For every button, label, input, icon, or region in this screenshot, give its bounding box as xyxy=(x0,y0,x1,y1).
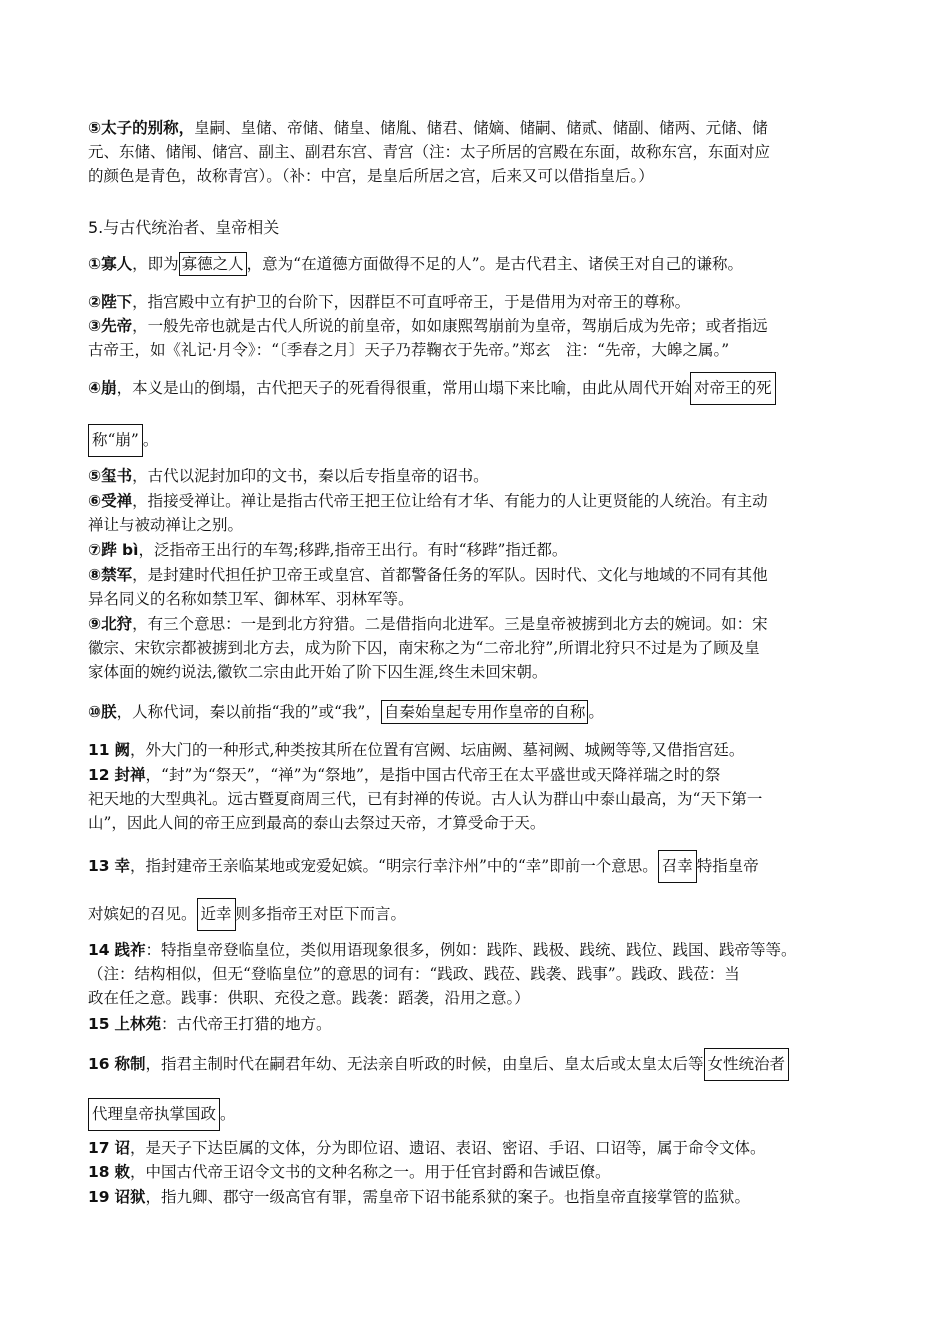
term: ⑤玺书 xyxy=(88,467,133,485)
text: ，指接受禅让。禅让是指古代帝王把王位让给有才华、有能力的人让更贤能的人统治。有主动 xyxy=(132,492,768,510)
entry-fengshan-line3 xyxy=(88,811,868,835)
term: 诏 xyxy=(114,1139,131,1157)
text: ，意为“在道德方面做得不足的人”。是古代君主、诸侯王对自己的谦称。 xyxy=(246,255,744,273)
text: 异名同义的名称如禁卫军、御林军、羽林军等。 xyxy=(88,590,414,608)
text: ，有三个意思：一是到北方狩猎。二是借指向北进军。三是皇帝被掳到北方去的婉词。如：宋 xyxy=(132,615,768,633)
boxed-text: 对帝王的死 xyxy=(690,372,776,405)
term: ⑤太子的别称， xyxy=(88,119,195,137)
text: 祀天地的大型典礼。远古暨夏商周三代，已有封禅的传说。古人认为群山中泰山最高，为“天下第一 xyxy=(88,790,763,808)
text: ，外大门的一种形式,种类按其所在位置有宫阙、坛庙阙、墓祠阙、城阙等等,又借指宫廷。 xyxy=(130,741,745,759)
entry-xiandi xyxy=(88,314,868,338)
term: ⑥受禅 xyxy=(88,492,133,510)
text: ，是天子下达臣属的文体，分为即位诏、遗诏、表诏、密诏、手诏、口诏等，属于命令文体。 xyxy=(130,1139,766,1157)
entry-beng xyxy=(88,372,868,405)
term: 上林苑 xyxy=(114,1015,162,1033)
entry-que xyxy=(88,738,868,762)
entry-zhaoyu xyxy=(88,1185,868,1209)
text: （注：结构相似，但无“登临皇位”的意思的词有：“践政、践莅、践袭、践事”。践政、践莅：当 xyxy=(88,965,740,983)
entry-number: 14 xyxy=(88,941,110,959)
entry-xing xyxy=(88,850,868,883)
term: 称制 xyxy=(114,1055,146,1073)
text: ，中国古代帝王诏令文书的文种名称之一。用于任官封爵和告诫臣僚。 xyxy=(130,1163,611,1181)
entry-jianzuo-line3 xyxy=(88,986,868,1010)
entry-number: 13 xyxy=(88,857,110,875)
text: 则多指帝王对臣下而言。 xyxy=(235,905,407,923)
boxed-text: 召幸 xyxy=(658,850,697,883)
entry-xing-line2 xyxy=(88,898,868,931)
text: 禅让与被动禅让之别。 xyxy=(88,516,244,534)
entry-number: 17 xyxy=(88,1139,110,1157)
term: 诏狱 xyxy=(114,1188,146,1206)
term: ①寡人 xyxy=(88,255,133,273)
entry-guaren xyxy=(88,252,868,276)
text: 家体面的婉约说法,徽钦二宗由此开始了阶下囚生涯,终生未回宋朝。 xyxy=(88,663,548,681)
boxed-text: 女性统治者 xyxy=(704,1048,790,1081)
entry-jianzuo xyxy=(88,938,868,962)
text: ，指封建帝王亲临某地或宠爱妃嫔。“明宗行幸汴州”中的“幸”即前一个意思。 xyxy=(130,857,658,875)
entry-chi xyxy=(88,1160,868,1184)
text: ，指宫殿中立有护卫的台阶下，因群臣不可直呼帝王，于是借用为对帝王的尊称。 xyxy=(132,293,691,311)
text: ，古代以泥封加印的文书，秦以后专指皇帝的诏书。 xyxy=(132,467,489,485)
text: ，指九卿、郡守一级高官有罪，需皇帝下诏书能系狱的案子。也指皇帝直接掌管的监狱。 xyxy=(145,1188,751,1206)
text: 。 xyxy=(220,1105,236,1123)
entry-fengshan xyxy=(88,763,868,787)
entry-xishu xyxy=(88,464,868,488)
term: 敕 xyxy=(114,1163,131,1181)
entry-taizi-line2 xyxy=(88,140,868,164)
text: ，是封建时代担任护卫帝王或皇宫、首都警备任务的军队。因时代、文化与地域的不同有其他 xyxy=(132,566,768,584)
term: ⑧禁军 xyxy=(88,566,133,584)
entry-beishou-line2 xyxy=(88,636,868,660)
boxed-text: 寡德之人 xyxy=(179,252,247,276)
term: ③先帝 xyxy=(88,317,133,335)
entry-jinjun-line2 xyxy=(88,587,868,611)
text: 元、东储、储闱、储宫、副主、副君东宫、青宫（注：太子所居的宫殿在东面，故称东宫，东面对应 xyxy=(88,143,771,161)
term: ⑩朕 xyxy=(88,703,117,721)
term: 幸 xyxy=(114,857,131,875)
entry-number: 11 xyxy=(88,741,110,759)
text: ，本义是山的倒塌，古代把天子的死看得很重，常用山塌下来比喻，由此从周代开始 xyxy=(116,379,691,397)
entry-taizi xyxy=(88,116,868,140)
entry-fengshan-line2 xyxy=(88,787,868,811)
entry-zhao xyxy=(88,1136,868,1160)
text: 古帝王，如《礼记·月令》：“〔季春之月〕天子乃荐鞠衣于先帝。”郑玄 注：“先帝，大皞之属。” xyxy=(88,341,730,359)
entry-number: 19 xyxy=(88,1188,110,1206)
section-heading: 5.与古代统治者、皇帝相关 xyxy=(88,218,280,237)
text: 。 xyxy=(588,703,604,721)
entry-beng-line2 xyxy=(88,424,868,457)
term: 阙 xyxy=(114,741,131,759)
entry-xiandi-line2 xyxy=(88,338,868,362)
entry-shanglinyuan xyxy=(88,1012,868,1036)
entry-bixia xyxy=(88,290,868,314)
term: ⑦跸 bì xyxy=(88,541,139,559)
term: ⑨北狩 xyxy=(88,615,133,633)
text: ，“封”为“祭天”，“禅”为“祭地”，是指中国古代帝王在太平盛世或天降祥瑞之时的祭 xyxy=(145,766,721,784)
text: ，即为 xyxy=(132,255,179,273)
text: 皇嗣、皇储、帝储、储皇、储胤、储君、储嫡、储嗣、储贰、储副、储两、元储、储 xyxy=(194,119,768,137)
entry-taizi-line3 xyxy=(88,164,868,188)
text: ，人称代词，秦以前指“我的”或“我”， xyxy=(116,703,381,721)
entry-zhen xyxy=(88,700,868,724)
entry-chengzhi xyxy=(88,1048,868,1081)
text: ，指君主制时代在嗣君年幼、无法亲自听政的时候，由皇后、皇太后或太皇太后等 xyxy=(145,1055,704,1073)
text: 政在任之意。践事：供职、充役之意。践袭：蹈袭，沿用之意。） xyxy=(88,989,530,1007)
boxed-text: 称“崩” xyxy=(88,424,143,457)
text: 的颜色是青色，故称青宫）。（补：中宫，是皇后所居之宫，后来又可以借指皇后。） xyxy=(88,167,654,185)
term: 践祚 xyxy=(114,941,146,959)
text: 。 xyxy=(142,431,159,449)
text: ，泛指帝王出行的车驾;移跸,指帝王出行。有时“移跸”指迁都。 xyxy=(138,541,568,559)
term: ②陛下 xyxy=(88,293,133,311)
entry-shouchan-line2 xyxy=(88,513,868,537)
boxed-text: 自秦始皇起专用作皇帝的自称 xyxy=(381,700,589,724)
entry-jianzuo-line2 xyxy=(88,962,868,986)
entry-bi xyxy=(88,538,868,562)
entry-chengzhi-line2 xyxy=(88,1098,868,1131)
text: ，一般先帝也就是古代人所说的前皇帝，如如康熙驾崩前为皇帝，驾崩后成为先帝；或者指远 xyxy=(132,317,768,335)
entry-number: 15 xyxy=(88,1015,110,1033)
boxed-text: 近幸 xyxy=(197,898,236,931)
term: ④崩 xyxy=(88,379,117,397)
text: 特指皇帝 xyxy=(696,857,759,875)
entry-beishou-line3 xyxy=(88,660,868,684)
text: 徽宗、宋钦宗都被掳到北方去，成为阶下囚，南宋称之为“二帝北狩”,所谓北狩只不过是为了顾及皇 xyxy=(88,639,760,657)
text: ：古代帝王打猎的地方。 xyxy=(161,1015,332,1033)
boxed-text: 代理皇帝执掌国政 xyxy=(88,1098,220,1131)
term: 封禅 xyxy=(114,766,146,784)
entry-number: 18 xyxy=(88,1163,110,1181)
text: 山”，因此人间的帝王应到最高的泰山去祭过天帝，才算受命于天。 xyxy=(88,814,546,832)
entry-shouchan xyxy=(88,489,868,513)
entry-number: 16 xyxy=(88,1055,110,1073)
entry-number: 12 xyxy=(88,766,110,784)
text: 对嫔妃的召见。 xyxy=(88,905,197,923)
entry-beishou xyxy=(88,612,868,636)
text: ：特指皇帝登临皇位，类似用语现象很多，例如：践阼、践极、践统、践位、践国、践帝等等。 xyxy=(145,941,797,959)
entry-jinjun xyxy=(88,563,868,587)
